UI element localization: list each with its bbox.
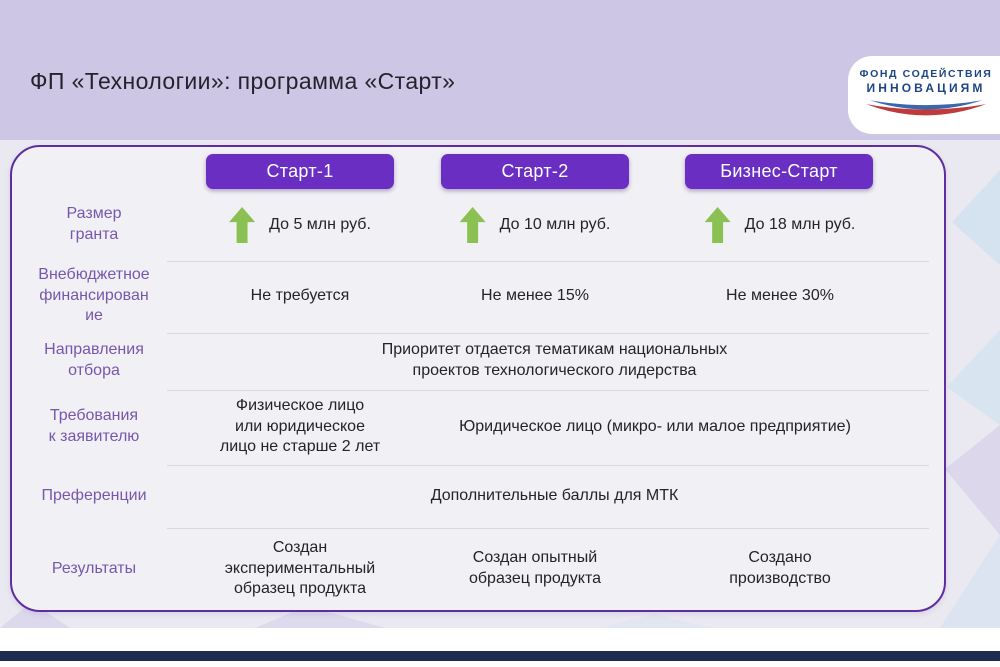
funding-business-start: Не менее 30%	[726, 286, 834, 304]
funding-start2: Не менее 15%	[481, 286, 589, 304]
background-pattern	[940, 535, 1000, 628]
background-pattern	[945, 425, 1000, 535]
program-header-start2: Старт-2	[441, 154, 629, 189]
row-label-directions: Направления отбора	[44, 341, 144, 379]
fund-logo-line1: ФОНД СОДЕЙСТВИЯ	[859, 67, 993, 80]
background-pattern	[952, 170, 1000, 265]
fund-logo-line2: ИННОВАЦИЯМ	[866, 80, 986, 95]
applicant-start1: Физическое лицо или юридическое лицо не старше 2 лет	[219, 396, 381, 456]
page-title: ФП «Технологии»: программа «Старт»	[30, 68, 456, 94]
row-label-results: Результаты	[51, 559, 137, 577]
grant-size-start2	[425, 192, 645, 258]
results-start1: Создан экспериментальный образец продукта	[224, 538, 376, 598]
preferences-span-cell: Дополнительные баллы для МТК	[430, 486, 679, 504]
flag-swoosh-icon	[862, 97, 990, 123]
footer-navy-bar	[0, 651, 1000, 661]
results-start2: Создан опытный образец продукта	[468, 549, 601, 587]
fund-logo	[848, 56, 1000, 134]
program-header-business-start: Бизнес-Старт	[685, 154, 873, 189]
row-label-preferences: Преференции	[41, 486, 147, 504]
up-arrow-icon	[460, 207, 486, 243]
row-label-applicant: Требования к заявителю	[48, 407, 140, 445]
grant-size-business-start	[670, 192, 890, 258]
up-arrow-icon	[705, 207, 731, 243]
grant-size-start2-value: До 10 млн руб.	[499, 215, 611, 233]
funding-start1: Не требуется	[250, 286, 350, 304]
up-arrow-icon	[229, 207, 255, 243]
program-header-start1: Старт-1	[206, 154, 394, 189]
grant-size-start1-value: До 5 млн руб.	[269, 215, 371, 233]
footer	[0, 628, 1000, 667]
background-pattern	[942, 330, 1000, 425]
program-table-card	[10, 145, 946, 612]
row-label-funding: Внебюджетное финансирован ие	[38, 265, 150, 325]
results-business-start: Создано производство	[729, 549, 831, 587]
background-pattern	[600, 614, 710, 628]
applicant-span-cell: Юридическое лицо (микро- или малое предприятие)	[459, 417, 851, 435]
row-label-grant-size: Размер гранта	[66, 205, 122, 243]
directions-span-cell: Приоритет отдается тематикам национальных проектов технологического лидерства	[381, 341, 728, 379]
grant-size-business-start-value: До 18 млн руб.	[744, 215, 856, 233]
grant-size-start1	[190, 192, 410, 258]
